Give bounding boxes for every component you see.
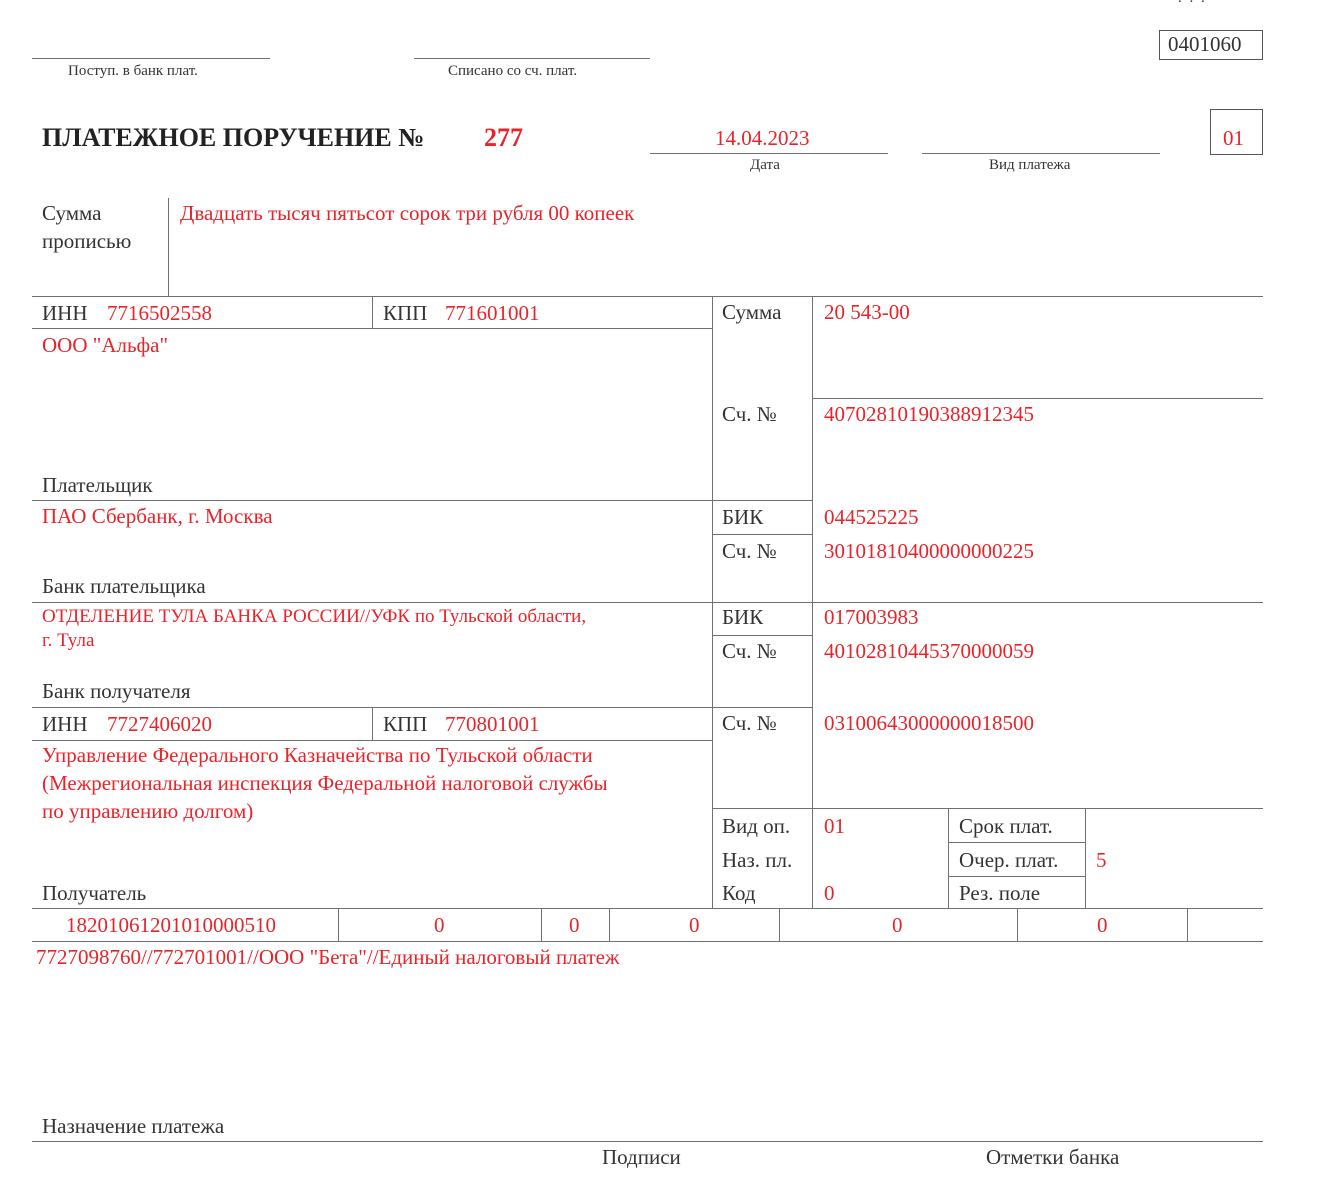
payment-type-label: Вид платежа xyxy=(989,157,1071,173)
recipient-inn-underline xyxy=(32,740,712,741)
payer-inn-underline xyxy=(32,328,712,329)
payer-name: ООО "Альфа" xyxy=(42,333,169,357)
form-code: 0401060 xyxy=(1168,32,1242,56)
received-line xyxy=(32,58,270,59)
recipient-bank-name-2: г. Тула xyxy=(42,630,95,651)
tax-field-period: 0 xyxy=(689,913,700,937)
recipient-kpp: 770801001 xyxy=(445,712,540,736)
signatures-label: Подписи xyxy=(602,1145,681,1169)
debited-label: Списано со сч. плат. xyxy=(448,63,578,79)
payer-inn: 7716502558 xyxy=(107,301,212,325)
code-label: Код xyxy=(722,881,756,905)
purpose-value: 7727098760//772701001//ООО "Бета"//Единый налоговый платеж xyxy=(36,945,620,969)
amount-label: Сумма xyxy=(722,300,782,324)
priority-value: 5 xyxy=(1096,848,1107,872)
payer-label: Плательщик xyxy=(42,473,153,497)
recipient-bank-account-label: Сч. № xyxy=(722,639,777,663)
due-underline xyxy=(948,842,1085,843)
payer-account-label: Сч. № xyxy=(722,402,777,426)
payer-bank-name: ПАО Сбербанк, г. Москва xyxy=(42,504,273,528)
recipient-bank-account: 40102810445370000059 xyxy=(824,639,1034,663)
tax-divider-4 xyxy=(779,908,780,941)
tax-field-doc-number: 0 xyxy=(892,913,903,937)
amount-words-divider xyxy=(168,198,169,296)
date-line xyxy=(650,153,888,154)
bank-marks-label: Отметки банка xyxy=(986,1145,1120,1169)
page-title: ПЛАТЕЖНОЕ ПОРУЧЕНИЕ № xyxy=(42,123,425,152)
order-date: 14.04.2023 xyxy=(715,126,810,150)
row-line-top xyxy=(32,296,1263,297)
tax-row-top-line xyxy=(32,908,1263,909)
payer-bottom-line xyxy=(32,500,813,501)
tax-field-basis: 0 xyxy=(569,913,580,937)
purpose-bottom-line xyxy=(32,1141,1263,1142)
recipient-name-1: Управление Федерального Казначейства по Тульской области xyxy=(42,743,593,767)
recipient-bank-label: Банк получателя xyxy=(42,679,191,703)
recipient-inn-label: ИНН xyxy=(42,712,88,736)
recipient-account: 03100643000000018500 xyxy=(824,711,1034,735)
priority-label: Очер. плат. xyxy=(959,848,1059,872)
date-label: Дата xyxy=(750,157,780,173)
amount-underline xyxy=(812,398,1263,399)
amount-words-label-2: прописью xyxy=(42,229,132,253)
recipient-bank-bottom-line xyxy=(32,707,813,708)
payer-bank-bottom-line xyxy=(32,602,1263,603)
recipient-bik: 017003983 xyxy=(824,605,919,629)
tax-divider-3 xyxy=(609,908,610,941)
recipient-inn-kpp-divider xyxy=(372,707,373,740)
tax-field-kbk: 18201061201010000510 xyxy=(66,913,276,937)
operation-right-divider xyxy=(1085,808,1086,908)
payer-bik: 044525225 xyxy=(824,505,919,529)
label-column-right xyxy=(812,296,813,908)
operation-top-line xyxy=(712,808,1263,809)
operation-type: 01 xyxy=(824,814,845,838)
payment-type-line xyxy=(922,153,1160,154)
code-value: 0 xyxy=(824,881,835,905)
amount-words-value: Двадцать тысяч пятьсот сорок три рубля 00 копеек xyxy=(180,201,635,225)
amount-words-label-1: Сумма xyxy=(42,201,102,225)
tax-divider-1 xyxy=(338,908,339,941)
recipient-bank-name-1: ОТДЕЛЕНИЕ ТУЛА БАНКА РОССИИ//УФК по Тульской области, xyxy=(42,606,587,627)
tax-divider-2 xyxy=(541,908,542,941)
payer-bik-underline xyxy=(712,534,813,535)
tax-field-oktmo: 0 xyxy=(434,913,445,937)
label-column-left xyxy=(712,296,713,908)
payer-account: 40702810190388912345 xyxy=(824,402,1034,426)
payer-inn-label: ИНН xyxy=(42,301,88,325)
payer-bank-account: 30101810400000000225 xyxy=(824,539,1034,563)
order-number: 277 xyxy=(484,123,523,152)
payer-bik-label: БИК xyxy=(722,505,764,529)
debited-line xyxy=(414,58,650,59)
recipient-kpp-label: КПП xyxy=(383,712,428,736)
recipient-bik-underline xyxy=(712,635,813,636)
tax-field-doc-date: 0 xyxy=(1097,913,1108,937)
recipient-account-label: Сч. № xyxy=(722,711,777,735)
operation-type-label: Вид оп. xyxy=(722,814,791,838)
operation-mid-divider xyxy=(948,808,949,908)
amount-value: 20 543-00 xyxy=(824,300,910,324)
reserved-label: Рез. поле xyxy=(959,881,1041,905)
tax-row-bottom-line xyxy=(32,941,1263,942)
tax-divider-6 xyxy=(1187,908,1188,941)
payer-bank-account-label: Сч. № xyxy=(722,539,777,563)
payer-bank-label: Банк плательщика xyxy=(42,574,206,598)
recipient-inn: 7727406020 xyxy=(107,712,212,736)
priority-underline xyxy=(948,876,1085,877)
payer-kpp: 771601001 xyxy=(445,301,540,325)
recipient-name-3: по управлению долгом) xyxy=(42,799,254,823)
recipient-name-2: (Межрегиональная инспекция Федеральной налоговой службы xyxy=(42,771,608,795)
payer-kpp-label: КПП xyxy=(383,301,428,325)
recipient-bik-label: БИК xyxy=(722,605,764,629)
recipient-label: Получатель xyxy=(42,881,147,905)
cut-off-header-fragment xyxy=(1178,0,1207,6)
purpose-code-label: Наз. пл. xyxy=(722,848,793,872)
purpose-label: Назначение платежа xyxy=(42,1114,225,1138)
due-label: Срок плат. xyxy=(959,814,1053,838)
payer-inn-kpp-divider xyxy=(372,296,373,328)
tax-divider-5 xyxy=(1017,908,1018,941)
received-label: Поступ. в банк плат. xyxy=(68,63,198,79)
status-code: 01 xyxy=(1223,126,1244,150)
